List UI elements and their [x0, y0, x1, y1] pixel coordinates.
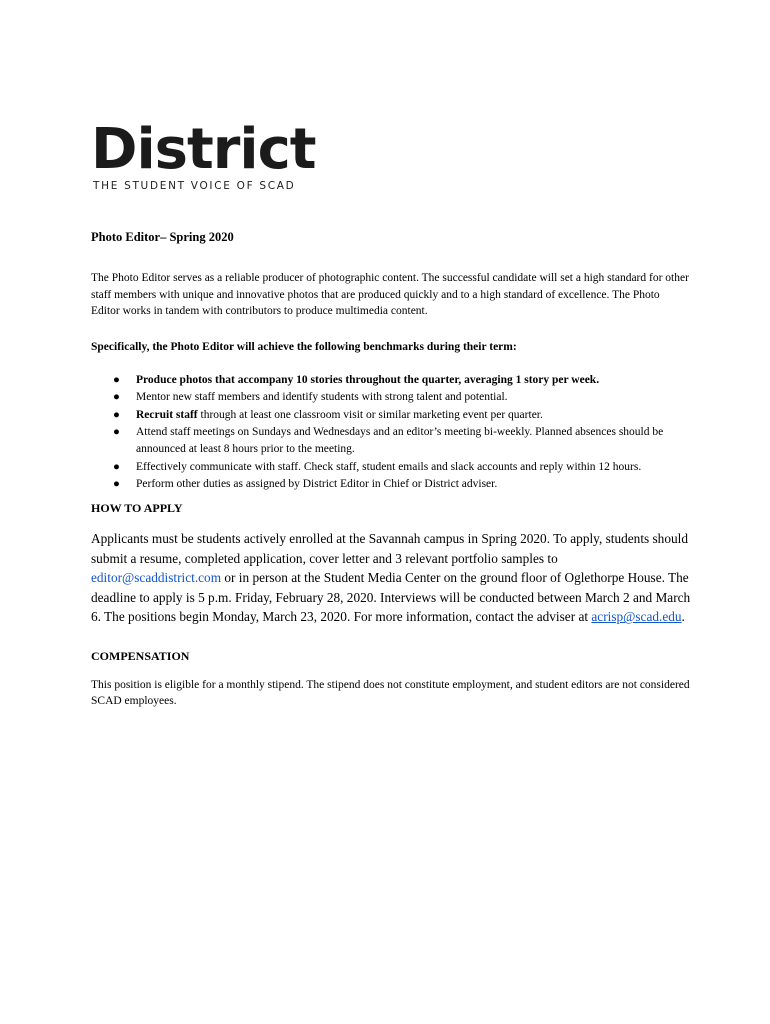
logo-tagline: THE STUDENT VOICE OF SCAD: [93, 180, 296, 192]
benchmark-text: Perform other duties as assigned by District Editor in Chief or District adviser.: [136, 478, 498, 490]
list-item: [91, 407, 691, 424]
bullet-icon: ●: [113, 408, 120, 421]
list-item: [91, 424, 691, 458]
list-item: [91, 476, 691, 493]
document-body: [91, 228, 691, 721]
benchmarks-list: [91, 372, 691, 494]
bullet-icon: ●: [113, 478, 120, 490]
benchmark-text: Effectively communicate with staff. Check staff, student emails and slack accounts and reply within 12 hours.: [136, 460, 642, 473]
bullet-icon: ●: [113, 460, 120, 473]
list-item: [91, 389, 691, 406]
list-item: [91, 372, 691, 389]
benchmarks-lead: Specifically, the Photo Editor will achieve the following benchmarks during their term:: [91, 340, 517, 353]
compensation-heading: COMPENSATION: [91, 648, 190, 663]
bullet-icon: ●: [113, 391, 120, 403]
intro-paragraph: The Photo Editor serves as a reliable producer of photographic content. The successful candidate will set a high standard for other staff members with unique and innovative photos that are produced quickly and to a high standard of excellence. The Photo Editor works in tandem with contributors to produce multimedia content.: [91, 272, 689, 317]
adviser-email-link[interactable]: acrisp@scad.edu: [591, 609, 682, 625]
page-title: Photo Editor– Spring 2020: [91, 230, 234, 244]
list-item: [91, 459, 691, 476]
district-logo: [91, 117, 316, 194]
compensation-paragraph: This position is eligible for a monthly stipend. The stipend does not constitute employment, and student editors are not considered SCAD employees.: [91, 678, 690, 708]
apply-text-3: .: [681, 609, 685, 625]
how-to-apply-paragraph: [91, 529, 691, 627]
bullet-icon: ●: [113, 373, 120, 386]
editor-email-link[interactable]: editor@scaddistrict.com: [91, 570, 222, 586]
logo-wordmark: District: [91, 117, 316, 182]
benchmark-text: Attend staff meetings on Sundays and Wednesdays and an editor’s meeting bi-weekly. Planned absences should be announced at least 8 hours prior to the meeting.: [136, 426, 664, 455]
benchmark-bold-text: Recruit staff: [136, 408, 198, 421]
how-to-apply-heading: HOW TO APPLY: [91, 501, 183, 515]
bullet-icon: ●: [113, 426, 120, 438]
apply-text-1: Applicants must be students actively enrolled at the Savannah campus in Spring 2020. To apply, students should submit a resume, completed application, cover letter and 3 relevant portfolio samples to: [91, 531, 688, 566]
benchmark-text: Mentor new staff members and identify students with strong talent and potential.: [136, 391, 508, 403]
benchmark-bold-text: Produce photos that accompany 10 stories throughout the quarter, averaging 1 story per week.: [136, 373, 600, 386]
apply-text-2: or in person at the Student Media Center on the ground floor of Oglethorpe House. The deadline to apply is 5 p.m. Friday, February 28, 2020. Interviews will be conducted between March 2 and March 6. The positions begin Monday, March 23, 2020. For more information, contact the adviser at: [91, 570, 691, 625]
benchmark-text: through at least one classroom visit or similar marketing event per quarter.: [197, 408, 543, 421]
